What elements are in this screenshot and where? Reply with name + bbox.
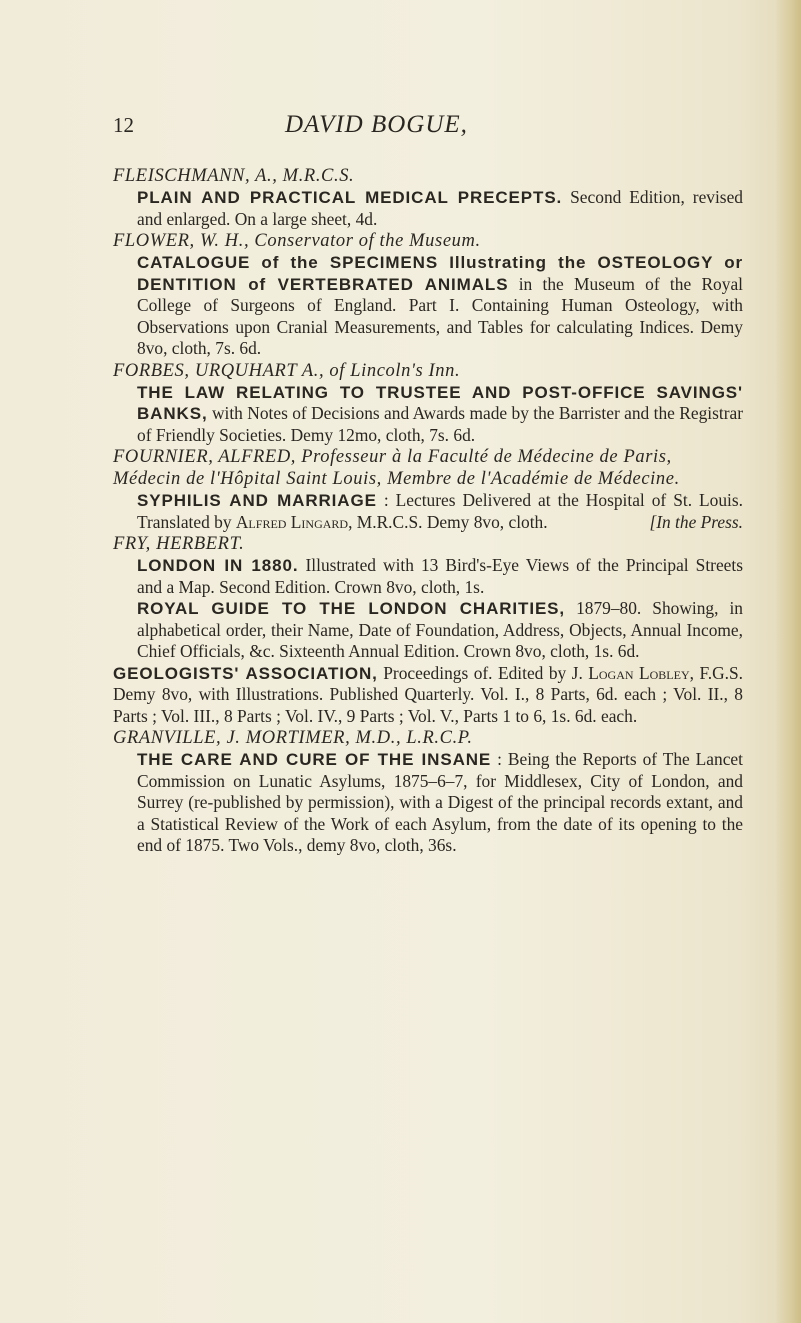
book-description: in the Museum of the Royal College of Surgeons of England. Part I. Containing Human Osteology, with Observations upon Cranial Measurements, and Tables for calculating Indices. Demy 8vo, cloth, 7s. 6d.: [137, 273, 743, 358]
author-heading: FLOWER, W. H., Conservator of the Museum.: [113, 231, 481, 251]
entry-fournier: [113, 446, 743, 533]
author-heading: FRY, HERBERT.: [113, 534, 245, 554]
author-heading: GRANVILLE, J. MORTIMER, M.D., L.R.C.P.: [113, 728, 473, 748]
book-listing: [137, 187, 743, 230]
book-listing: [137, 749, 743, 857]
author-heading: FORBES, URQUHART A., of Lincoln's Inn.: [113, 360, 461, 381]
book-listing: [137, 555, 743, 598]
book-listing: [137, 252, 743, 360]
press-note: [In the Press.: [649, 511, 743, 532]
translator-name: Alfred Lingard,: [235, 511, 353, 532]
catalogue-entries: [113, 165, 743, 857]
entry-granville: [113, 727, 743, 857]
author-heading: FOURNIER, ALFRED, Professeur à la Faculté de Médecine de Paris, Médecin de l'Hôpital Saint Louis, Membre de l'Académie de Médecine.: [113, 447, 680, 489]
book-description: 1879–80. Showing, in alphabetical order, their Name, Date of Foundation, Address, Objects, Annual Income, Chief Officials, &c. Sixteenth Annual Edition. Crown 8vo, cloth, 1s. 6d.: [137, 598, 743, 661]
book-description: : Lectures Delivered at the Hospital of St. Louis. Translated by: [137, 490, 743, 532]
book-listing: [137, 598, 743, 663]
page-edge-shadow: [775, 0, 801, 1323]
book-title: ROYAL GUIDE TO THE LONDON CHARITIES,: [137, 599, 566, 618]
entry-flower: [113, 230, 743, 360]
running-title: DAVID BOGUE,: [285, 111, 468, 138]
book-description: Illustrated with 13 Bird's-Eye Views of the Principal Streets and a Map. Second Edition. Crown 8vo, cloth, 1s.: [137, 555, 743, 597]
book-title: THE LAW RELATING TO TRUSTEE AND POST-OFFICE SAVINGS' BANKS,: [137, 382, 743, 423]
author-heading: FLEISCHMANN, A., M.R.C.S.: [113, 166, 355, 186]
book-description: Second Edition, revised and enlarged. On a large sheet, 4d.: [137, 187, 743, 229]
book-description: Proceedings of. Edited by J.: [377, 662, 589, 683]
book-title: CATALOGUE of the SPECIMENS Illustrating the OSTEOLOGY or DENTITION of VERTEBRATED ANIMALS: [137, 253, 743, 294]
entry-forbes: [113, 360, 743, 447]
book-title: GEOLOGISTS' ASSOCIATION,: [113, 663, 378, 683]
entry-geologists: [113, 663, 743, 728]
book-title: LONDON IN 1880.: [137, 556, 299, 575]
page-header: [0, 113, 801, 143]
book-title: PLAIN AND PRACTICAL MEDICAL PRECEPTS.: [137, 188, 563, 207]
book-listing: [137, 382, 743, 447]
book-description-cont: F.G.S. Demy 8vo, with Illustrations. Published Quarterly. Vol. I., 8 Parts, 6d. each ; Vol. II., 8 Parts ; Vol. III., 8 Parts ; Vol. IV., 9 Parts ; Vol. V., Parts 1 to 6, 1s. 6d. each.: [113, 662, 743, 726]
book-listing: [113, 663, 743, 728]
book-listing: [137, 490, 743, 533]
book-title: SYPHILIS AND MARRIAGE: [137, 491, 377, 510]
editor-name: Logan Lobley,: [588, 662, 694, 683]
book-description: : Being the Reports of The Lancet Commission on Lunatic Asylums, 1875–6–7, for Middlesex, City of London, and Surrey (re-published by permission), with a Digest of the principal records extant, and a Statistical Review of the Work of each Asylum, from the date of its opening to the end of 1875. Two Vols., demy 8vo, cloth, 36s.: [137, 749, 743, 855]
book-description: with Notes of Decisions and Awards made by the Barrister and the Registrar of Friendly Societies. Demy 12mo, cloth, 7s. 6d.: [137, 403, 743, 445]
page-number: 12: [113, 113, 134, 137]
entry-fleischmann: [113, 165, 743, 230]
book-description-cont: M.R.C.S. Demy 8vo, cloth.: [352, 511, 548, 532]
book-title: THE CARE AND CURE OF THE INSANE: [137, 750, 492, 769]
entry-fry: [113, 533, 743, 663]
